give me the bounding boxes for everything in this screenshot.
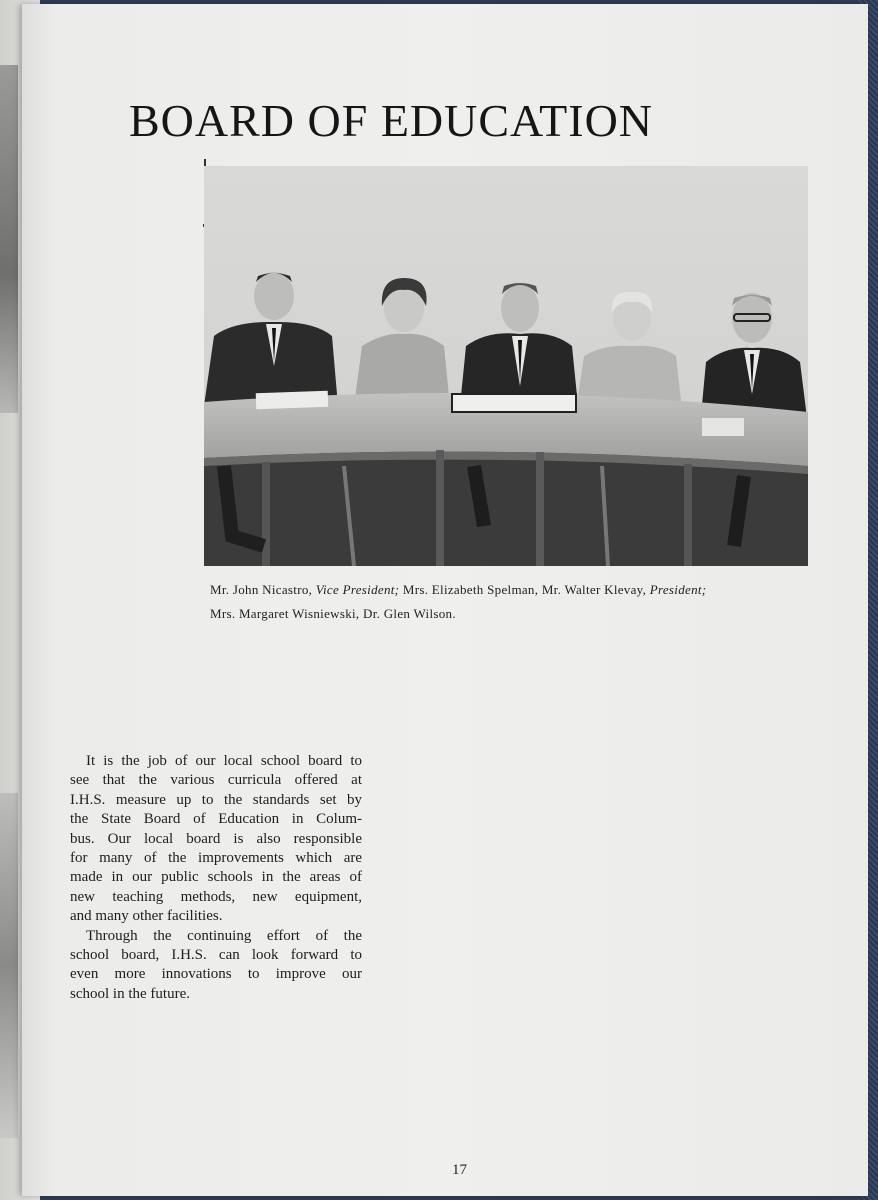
- caption-line: Mrs. Margaret Wisniewski, Dr. Glen Wilson.: [210, 606, 456, 621]
- previous-page-photo: [0, 65, 18, 413]
- caption-text: Mrs. Elizabeth Spelman, Mr. Walter Klevay,: [399, 582, 650, 597]
- body-line: and many other facilities.: [70, 908, 223, 925]
- body-line: even more innovations to improve our: [70, 966, 362, 983]
- page-number: 17: [452, 1162, 467, 1178]
- body-line: Through the continuing effort of the: [86, 927, 362, 944]
- caption-title-italic: Vice President;: [315, 582, 400, 597]
- page-title: BOARD OF EDUCATION: [129, 95, 654, 146]
- board-members-group-photo: [204, 166, 808, 566]
- yearbook-page: [22, 4, 868, 1196]
- body-line: It is the job of our local school board to: [86, 753, 362, 769]
- photo-caption: [210, 578, 810, 626]
- body-line: the State Board of Education in Colum-: [70, 811, 362, 828]
- caption-line: [210, 578, 810, 602]
- body-line: new teaching methods, new equipment,: [70, 888, 362, 905]
- body-line: for many of the improvements which are: [70, 850, 362, 867]
- body-line: school in the future.: [70, 985, 190, 1002]
- caption-text: Mr. John Nicastro,: [210, 582, 316, 597]
- body-line: bus. Our local board is also responsible: [70, 830, 362, 847]
- body-line: I.H.S. measure up to the standards set by: [70, 791, 362, 808]
- body-paragraphs: [70, 752, 362, 1004]
- previous-page-photo: [0, 793, 18, 1138]
- caption-title-italic: President;: [649, 582, 707, 597]
- body-line: see that the various curricula offered at: [70, 772, 362, 789]
- body-line: school board, I.H.S. can look forward to: [70, 947, 362, 964]
- body-line: made in our public schools in the areas of: [70, 869, 362, 886]
